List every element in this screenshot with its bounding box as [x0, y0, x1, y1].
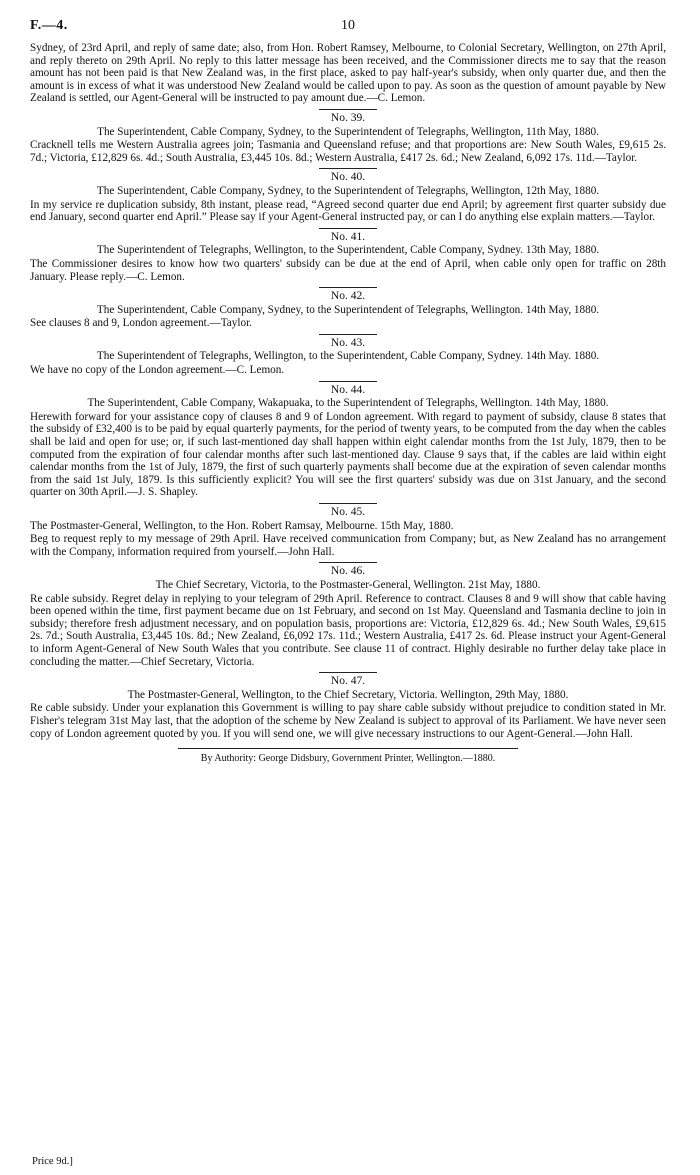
separator: [319, 562, 377, 563]
entry-heading: The Superintendent, Cable Company, Sydney, to the Superintendent of Telegraphs, Wellington. 14th May, 1880.: [96, 303, 600, 316]
document-reference: F.—4.: [30, 18, 68, 33]
entry-body: Beg to request reply to my message of 29th April. Have received communication from Company; but, as New Zealand has no arrangement with the Company, information required from yourself.—John Hall.: [30, 533, 666, 558]
entry-46: [30, 562, 666, 668]
entry-heading: The Superintendent of Telegraphs, Wellington, to the Superintendent, Cable Company, Sydney. 14th May. 1880.: [96, 350, 600, 363]
page-header: [30, 20, 666, 36]
separator: [319, 334, 377, 335]
entry-body: Herewith forward for your assistance copy of clauses 8 and 9 of London agreement. With regard to payment of subsidy, clause 8 states that the subsidy of £32,400 is to be paid by equal quarterly payments, for the period of twenty years, to be computed from the day when the cables shall be laid and open for use; or, if such last-mentioned day shall happen within eight calendar months from the 1st July, 1879, then to be computed from the expiration of four calendar months after such last-mentioned day. Clause 9 says that, if the cables are laid within eight calendar months from the 1st of July, 1879, the first of such quarterly payments shall become due at the expiration of seven calendar months from the said 1st July, 1879. Is this sufficiently explicit? You will see the first quarters' subsidy was due on 31st January, and the second quarter on 30th April.—J. S. Shapley.: [30, 410, 666, 499]
entry-body: Re cable subsidy. Under your explanation this Government is willing to pay share cable subsidy without prejudice to condition stated in Mr. Fisher's telegram 31st May last, that the adoption of the scheme by New Zealand is subject to approval of its Parliament. We have never seen copy of London agreement quoted by you. If you will send one, we will give necessary instructions to our Agent-General.—John Hall.: [30, 702, 666, 740]
entry-heading: The Postmaster-General, Wellington, to the Hon. Robert Ramsay, Melbourne. 15th May, 1880.: [30, 519, 454, 532]
entry-heading: The Postmaster-General, Wellington, to the Chief Secretary, Victoria. Wellington, 29th May, 1880.: [127, 688, 569, 701]
separator: [319, 168, 377, 169]
entry-43: [30, 334, 666, 377]
entry-body: In my service re duplication subsidy, 8th instant, please read, “Agreed second quarter due end April; by agreement first quarter subsidy due end January, second quarter end April.” Please say if your Agent-General instructed pay, or can I do anything else explain matters.—Taylor.: [30, 198, 666, 224]
footer-rule: [178, 748, 518, 749]
separator: [319, 381, 377, 382]
entry-body: The Commissioner desires to know how two quarters' subsidy can be due at the end of April, when cable only open for traffic on 28th January. Please reply.—C. Lemon.: [30, 257, 666, 283]
page-number: 10: [341, 18, 355, 33]
entry-number: No. 47.: [330, 675, 366, 688]
separator: [319, 672, 377, 673]
entry-number: No. 44.: [330, 383, 366, 396]
entry-number: No. 39.: [330, 111, 366, 124]
price-note: Price 9d.]: [32, 1156, 73, 1168]
entry-heading: The Superintendent, Cable Company, Sydney, to the Superintendent of Telegraphs, Wellington, 12th May, 1880.: [96, 184, 600, 197]
entry-41: [30, 228, 666, 283]
entry-heading: The Superintendent of Telegraphs, Wellington, to the Superintendent, Cable Company, Sydney. 13th May, 1880.: [96, 244, 600, 257]
entry-number: No. 45.: [330, 506, 366, 518]
printer-imprint: By Authority: George Didsbury, Government Printer, Wellington.—1880.: [200, 753, 496, 765]
intro-paragraph: Sydney, of 23rd April, and reply of same date; also, from Hon. Robert Ramsey, Melbourne, to Colonial Secretary, Wellington, on 27th April, and reply thereto on 29th April. No reply to this latter message has been received, and the Commissioner directs me to say that the reason amount has not been paid is that New Zealand was, in the first place, asked to pay half-year's subsidy, when only quarter due, and then the amount is in excess of what it was understood New Zealand would be called upon to pay. As soon as the question of amount payable by New Zealand is settled, our Agent-General will be instructed to pay amount due.—C. Lemon.: [30, 42, 666, 105]
entry-body: See clauses 8 and 9, London agreement.—Taylor.: [30, 317, 252, 330]
entry-45: [30, 503, 666, 558]
entry-heading: The Superintendent, Cable Company, Sydney, to the Superintendent of Telegraphs, Wellington, 11th May, 1880.: [97, 125, 599, 138]
separator: [319, 109, 377, 110]
entry-39: [30, 109, 666, 164]
entry-heading: The Chief Secretary, Victoria, to the Postmaster-General, Wellington. 21st May, 1880.: [155, 578, 541, 591]
entry-body: We have no copy of the London agreement.—C. Lemon.: [30, 364, 285, 377]
entry-number: No. 41.: [330, 230, 366, 243]
entry-number: No. 46.: [330, 565, 366, 578]
entry-number: No. 43.: [330, 336, 366, 349]
entry-44: [30, 381, 666, 499]
entry-42: [30, 287, 666, 330]
separator: [319, 287, 377, 288]
entry-body: Re cable subsidy. Regret delay in replying to your telegram of 29th April. Reference to contract. Clauses 8 and 9 will show that cable having been opened within the time, first payment became due on 1st February, and second on 1st May. Queensland and Tasmania decline to join in subsidy; therefore fresh adjustment necessary, and on population basis, proportions are: Victoria, £12,829 6s. 4d.; New South Wales, £9,615 2s. 7d.; South Australia, £3,445 10s. 8d.; New Zealand, £6,092 17s. 11d.; Western Australia, £417 2s. 6d. Please instruct your Agent-General to inform Agent-General of New South Wales that you contribute. See clause 11 of contract. Highly desirable no further delay take place in concluding the matter.—Chief Secretary, Victoria.: [30, 592, 666, 668]
separator: [319, 503, 377, 504]
entry-47: [30, 672, 666, 740]
entry-number: No. 42.: [330, 290, 366, 303]
entry-number: No. 40.: [330, 171, 366, 184]
separator: [319, 228, 377, 229]
entry-heading: The Superintendent, Cable Company, Wakapuaka, to the Superintendent of Telegraphs, Wellington. 14th May, 1880.: [87, 397, 609, 410]
entry-body: Cracknell tells me Western Australia agrees join; Tasmania and Queensland refuse; and that proportions are: New South Wales, £9,615 2s. 7d.; Victoria, £12,829 6s. 4d.; South Australia, £3,445 10s. 8d.; Western Australia, £417 2s. 6d.; New Zealand, 6,092 17s. 11d.—Taylor.: [30, 139, 666, 164]
entry-40: [30, 168, 666, 223]
